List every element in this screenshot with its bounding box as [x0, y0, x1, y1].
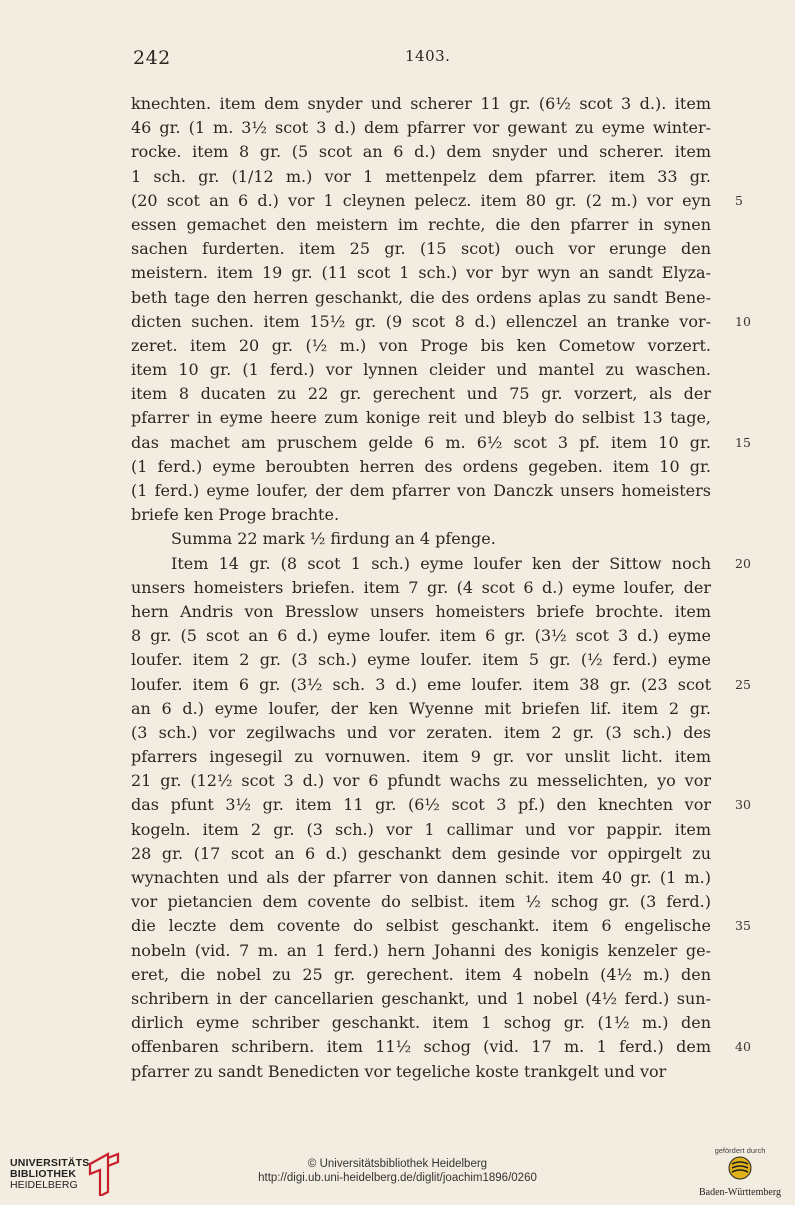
line-text: nobeln (vid. 7 m. an 1 ferd.) hern Johanni des konigis kenzeler ge- — [131, 940, 711, 960]
text-line — [131, 866, 711, 890]
line-text: wynachten und als der pfarrer von dannen schit. item 40 gr. (1 m.) — [131, 868, 711, 887]
line-number: 30 — [735, 797, 751, 813]
line-text: hern Andris von Bresslow unsers homeisters briefe brochte. item — [131, 601, 711, 621]
text-line — [131, 92, 711, 116]
line-text: pfarrers ingesegil zu vornuwen. item 9 gr. vor unslit licht. item — [131, 747, 711, 767]
text-line — [131, 818, 711, 842]
line-text: pfarrer in eyme heere zum konige reit und bleyb do selbist 13 tage, — [131, 408, 711, 428]
copyright-notice: © Universitätsbibliothek Heidelberg http://digi.ub.uni-heidelberg.de/diglit/joachim1896/0260 — [0, 1157, 795, 1185]
text-line — [131, 382, 711, 406]
text-line — [131, 358, 711, 382]
line-text: essen gemachet den meistern im rechte, die den pfarrer in synen — [131, 214, 711, 234]
text-line — [131, 406, 711, 430]
text-line — [131, 914, 751, 938]
text-line — [131, 673, 751, 697]
line-text: (1 ferd.) eyme beroubten herren des ordens gegeben. item 10 gr. — [131, 456, 711, 476]
text-line — [131, 116, 711, 140]
body-text — [131, 92, 751, 1084]
permalink[interactable]: http://digi.ub.uni-heidelberg.de/diglit/joachim1896/0260 — [258, 1172, 537, 1184]
text-line — [131, 552, 751, 576]
line-text: Summa 22 mark ½ firdung an 4 pfenge. — [171, 529, 496, 549]
text-line — [131, 286, 711, 310]
text-line — [131, 963, 711, 987]
text-line — [131, 213, 711, 237]
text-line — [131, 189, 743, 213]
text-line — [131, 842, 711, 866]
text-line — [131, 697, 711, 721]
page-number: 242 — [133, 47, 171, 69]
line-text: kogeln. item 2 gr. (3 sch.) vor 1 callimar und vor pappir. item — [131, 819, 711, 839]
line-number: 40 — [735, 1039, 751, 1055]
text-line — [131, 793, 751, 817]
line-text: eret, die nobel zu 25 gr. gerechent. item 4 nobeln (4½ m.) den — [131, 964, 711, 984]
line-text: (3 sch.) vor zegilwachs und vor zeraten. item 2 gr. (3 sch.) des — [131, 722, 711, 742]
text-line — [131, 1060, 711, 1084]
line-text: (20 scot an 6 d.) vor 1 cleynen pelecz. item 80 gr. (2 m.) vor eyn — [131, 190, 711, 210]
line-text: pfarrer zu sandt Benedicten vor tegeliche koste trankgelt und vor — [131, 1061, 667, 1081]
line-text: 46 gr. (1 m. 3½ scot 3 d.) dem pfarrer vor gewant zu eyme winter- — [131, 118, 711, 138]
line-number: 10 — [735, 313, 751, 329]
line-number: 25 — [735, 676, 751, 692]
line-number: 5 — [735, 192, 743, 208]
line-text: knechten. item dem snyder und scherer 11 gr. (6½ scot 3 d.). item — [131, 94, 711, 113]
text-line — [131, 624, 711, 648]
line-text: schribern in der cancellarien geschankt, und 1 nobel (4½ ferd.) sun- — [131, 988, 711, 1008]
text-line — [131, 334, 711, 358]
text-line — [131, 310, 751, 334]
line-text: sachen furderten. item 25 gr. (15 scot) ouch vor erunge den — [131, 239, 711, 259]
text-line — [131, 165, 711, 189]
text-line — [131, 527, 711, 551]
line-text: zeret. item 20 gr. (½ m.) von Proge bis ken Cometow vorzert. — [131, 335, 711, 355]
text-line — [131, 479, 711, 503]
line-text: dirlich eyme schriber geschankt. item 1 schog gr. (1½ m.) den — [131, 1013, 711, 1033]
line-text: loufer. item 6 gr. (3½ sch. 3 d.) eme loufer. item 38 gr. (23 scot — [131, 674, 711, 694]
text-line — [131, 987, 711, 1011]
line-text: unsers homeisters briefen. item 7 gr. (4 scot 6 d.) eyme loufer, der — [131, 577, 711, 597]
line-text: 21 gr. (12½ scot 3 d.) vor 6 pfundt wachs zu messelichten, yo vor — [131, 771, 711, 791]
line-text: Item 14 gr. (8 scot 1 sch.) eyme loufer ken der Sittow noch — [171, 553, 711, 573]
line-text: (1 ferd.) eyme loufer, der dem pfarrer von Danczk unsers homeisters — [131, 481, 711, 500]
line-number: 15 — [735, 434, 751, 450]
line-text: die leczte dem covente do selbist geschankt. item 6 engelische — [131, 916, 711, 936]
line-text: 8 gr. (5 scot an 6 d.) eyme loufer. item 6 gr. (3½ scot 3 d.) eyme — [131, 626, 711, 646]
text-line — [131, 745, 711, 769]
text-line — [131, 600, 711, 624]
text-line — [131, 431, 751, 455]
text-line — [131, 261, 711, 285]
text-line — [131, 648, 711, 672]
line-text: 1 sch. gr. (1/12 m.) vor 1 mettenpelz dem pfarrer. item 33 gr. — [131, 166, 711, 186]
line-text: briefe ken Proge brachte. — [131, 505, 340, 525]
line-text: das pfunt 3½ gr. item 11 gr. (6½ scot 3 pf.) den knechten vor — [131, 795, 711, 815]
running-head: 1403. — [405, 47, 451, 65]
line-text: dicten suchen. item 15½ gr. (9 scot 8 d.) ellenczel an tranke vor- — [131, 311, 711, 331]
line-number: 20 — [735, 555, 751, 571]
line-text: meistern. item 19 gr. (11 scot 1 sch.) vor byr wyn an sandt Elyza- — [131, 263, 711, 283]
line-text: offenbaren schribern. item 11½ schog (vid. 17 m. 1 ferd.) dem — [131, 1037, 711, 1057]
text-line — [131, 576, 711, 600]
line-text: vor pietancien dem covente do selbist. item ½ schog gr. (3 ferd.) — [131, 892, 711, 912]
text-line — [131, 503, 711, 527]
text-line — [131, 1011, 711, 1035]
text-line — [131, 890, 711, 914]
text-line — [131, 237, 711, 261]
line-text: loufer. item 2 gr. (3 sch.) eyme loufer. item 5 gr. (½ ferd.) eyme — [131, 650, 711, 670]
line-text: item 10 gr. (1 ferd.) vor lynnen cleider und mantel zu waschen. — [131, 360, 711, 380]
coat-of-arms-icon — [725, 1155, 755, 1181]
line-text: item 8 ducaten zu 22 gr. gerechent und 75 gr. vorzert, als der — [131, 384, 711, 404]
line-text: das machet am pruschem gelde 6 m. 6½ scot 3 pf. item 10 gr. — [131, 432, 711, 452]
line-text: an 6 d.) eyme loufer, der ken Wyenne mit briefen lif. item 2 gr. — [131, 698, 711, 718]
line-text: rocke. item 8 gr. (5 scot an 6 d.) dem snyder und scherer. item — [131, 142, 711, 162]
text-line — [131, 769, 711, 793]
text-line — [131, 939, 711, 963]
text-line — [131, 455, 711, 479]
footer — [0, 1140, 795, 1205]
line-number: 35 — [735, 918, 751, 934]
text-line — [131, 721, 711, 745]
line-text: 28 gr. (17 scot an 6 d.) geschankt dem gesinde vor oppirgelt zu — [131, 843, 711, 863]
funder-logo: gefördert durch Baden-Württemberg — [698, 1146, 781, 1198]
text-line — [131, 1035, 751, 1059]
text-line — [131, 140, 711, 164]
library-name: UNIVERSITÄTS- BIBLIOTHEK HEIDELBERG — [10, 1157, 94, 1191]
line-text: beth tage den herren geschankt, die des ordens aplas zu sandt Bene- — [131, 287, 711, 307]
